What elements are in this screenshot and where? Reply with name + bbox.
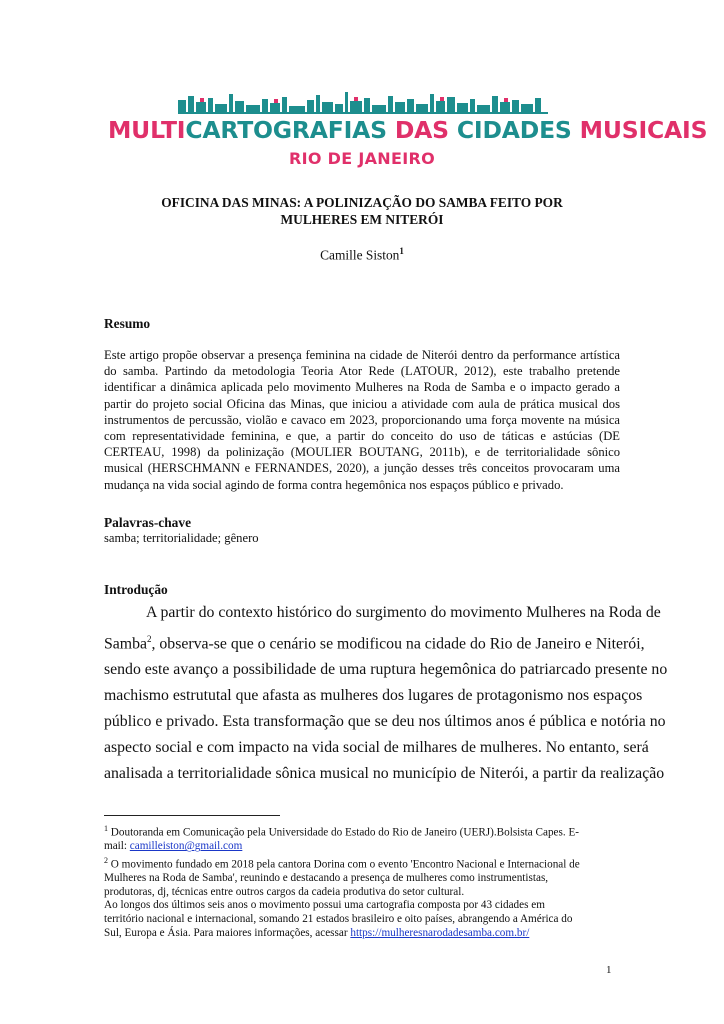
- intro-line-6: aspecto social e com impacto na vida social de milhares de mulheres. No entanto, será: [104, 739, 649, 757]
- keywords-heading: Palavras-chave: [104, 515, 192, 530]
- intro-line-5: público e privado. Esta transformação que se deu nos últimos anos é pública e notória no: [104, 713, 666, 731]
- title-line-1: OFICINA DAS MINAS: A POLINIZAÇÃO DO SAMBA FEITO POR: [161, 195, 563, 210]
- brand-part-5: MUSICAIS: [579, 116, 708, 144]
- footnote-2-mark: 2: [104, 855, 108, 865]
- page-number: 1: [606, 964, 612, 976]
- intro-line-2: [104, 626, 645, 657]
- brand-city: RIO DE JANEIRO: [289, 149, 435, 168]
- footnote-2-line-6: [104, 927, 622, 941]
- intro-footnote-mark: 2: [147, 634, 152, 644]
- brand-part-4: CIDADES: [456, 116, 580, 144]
- abstract-heading: Resumo: [104, 316, 151, 331]
- footnote-2-line-4: Ao longos dos últimos seis anos o movimento possui uma cartografia composta por 43 cidades em: [104, 899, 545, 912]
- footnote-1-email-link[interactable]: camilleiston@gmail.com: [129, 840, 243, 853]
- author-name: Camille Siston: [320, 247, 400, 263]
- header-banner: [108, 82, 708, 182]
- keywords-text: samba; territorialidade; gênero: [104, 531, 259, 545]
- brand-part-3: DAS: [394, 116, 457, 144]
- paper-title: [108, 194, 616, 228]
- footnote-1-mark: 1: [104, 824, 108, 833]
- footnote-1-text-2: mail:: [104, 840, 130, 853]
- intro-line-1: A partir do contexto histórico do surgimento do movimento Mulheres na Roda de: [146, 604, 661, 621]
- intro-line-7: analisada a territorialidade sônica musical no município de Niterói, a partir da realização: [104, 765, 665, 783]
- introduction-body: [104, 600, 668, 787]
- footnote-2-website-link[interactable]: https://mulheresnarodadesamba.com.br/: [350, 926, 530, 939]
- footnote-2-text-1: O movimento fundado em 2018 pela cantora Dorina com o evento 'Encontro Nacional e Internacional de: [108, 858, 580, 871]
- footnote-divider: [104, 815, 280, 816]
- author-footnote-mark: 1: [399, 246, 404, 256]
- footnotes: [104, 822, 622, 940]
- brand-part-1: MULTI: [108, 116, 186, 144]
- footnote-2-line-3: produtoras, dj, técnicas entre outros cargos da cadeia produtiva do setor cultural.: [104, 885, 465, 898]
- introduction-heading: Introdução: [104, 582, 168, 597]
- author: [108, 246, 616, 263]
- city-skyline-icon: [178, 90, 548, 114]
- abstract-text: Este artigo propõe observar a presença feminina na cidade de Niterói dentro da performance artística do samba. Partindo da metodologia Teoria Ator Rede (LATOUR, 2012), este trabalho pretende identificar a dinâmica aplicada pelo movimento Mulheres na Roda de Samba e o impacto gerado a partir do projeto social Oficina das Minas, que iniciou a atividade com aula de prática musical dos instrumentos de percussão, violão e cavaco em 2023, proporcionando uma força movente na música com representatividade feminina, e que, a partir do conceito do uso de táticas e astúcias (DE CERTEAU, 1998) da polinização (MOULIER BOUTANG, 2011b), e de territorialidade sônico musical (HERSCHMANN e FERNANDES, 2020), a junção desses três conceitos provocaram uma mudança na vida social agindo de forma contra hegemônica nos espaços público e privado.: [104, 348, 620, 492]
- brand-title: [108, 116, 708, 144]
- intro-line-2b: , observa-se que o cenário se modificou na cidade do Rio de Janeiro e Niterói,: [151, 635, 645, 653]
- footnote-1-text: Doutoranda em Comunicação pela Universidade do Estado do Rio de Janeiro (UERJ).Bolsista Capes. E-: [108, 826, 580, 839]
- intro-line-3: sendo este avanço a possibilidade de uma ruptura hegemônica do patriarcado presente no: [104, 661, 668, 679]
- brand-part-2: CARTOGRAFIAS: [185, 116, 395, 144]
- footnote-2-line-2: Mulheres na Roda de Samba', reunindo e destacando a presença de mulheres como instrumentistas,: [104, 872, 549, 885]
- footnote-2-line-1: [104, 854, 622, 872]
- footnote-1-line-1: [104, 822, 622, 840]
- footnote-2-text-6: Sul, Europa e Ásia. Para maiores informações, acessar: [104, 926, 351, 939]
- footnote-1-line-2: [104, 840, 622, 854]
- footnote-2-line-5: território nacional e internacional, somando 21 estados brasileiro e oito países, abrangendo a América do: [104, 913, 573, 926]
- intro-line-4: machismo estrututal que afasta as mulheres dos lugares de protagonismo nos espaços: [104, 687, 643, 705]
- intro-line-2a: Samba: [104, 635, 147, 653]
- title-line-2: MULHERES EM NITERÓI: [280, 212, 444, 227]
